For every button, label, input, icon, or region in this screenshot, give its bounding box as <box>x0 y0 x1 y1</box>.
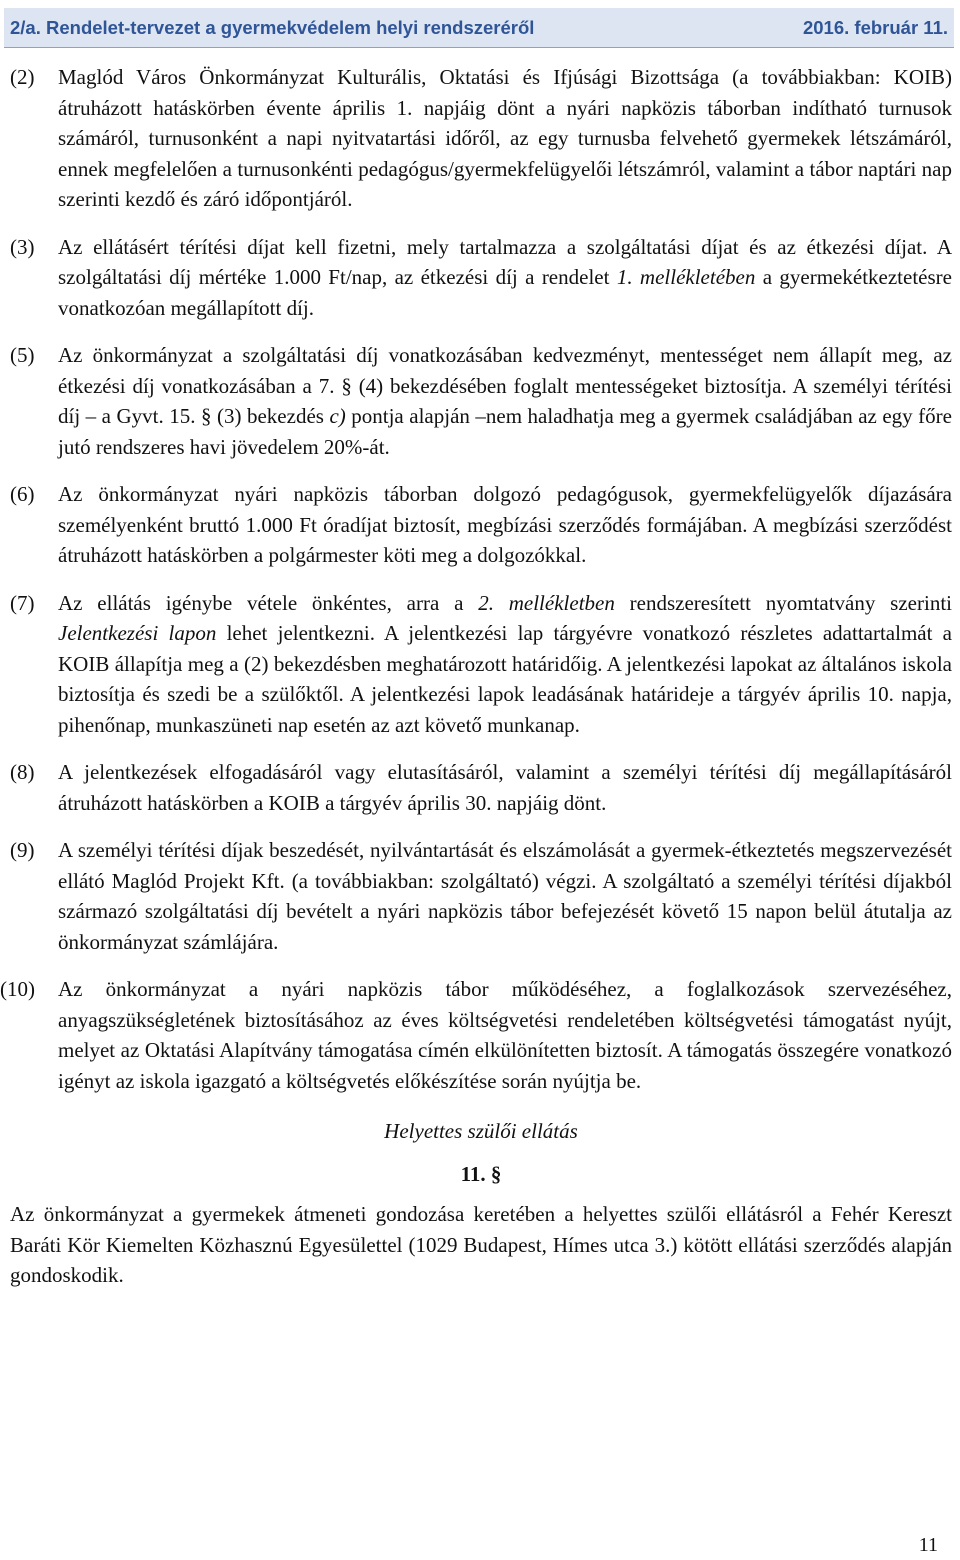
point-reference: c) <box>329 404 346 428</box>
form-reference: Jelentkezési lapon <box>58 621 217 645</box>
header-date: 2016. február 11. <box>802 17 948 38</box>
paragraph-5 <box>10 340 952 462</box>
paragraph-text: Az ellátásért térítési díjat kell fizetni, mely tartalmazza a szolgáltatási díjat és az étkezési díjat. A szolgáltatási díj mértéke 1.000 Ft/nap, az étkezési díj a rendelet 1. mellékletében a gyermekétkeztetésre vonatkozóan megállapított díj. <box>58 234 952 320</box>
paragraph-number: (5) <box>10 343 35 367</box>
paragraph-number: (9) <box>10 838 35 862</box>
paragraph-8 <box>10 757 952 818</box>
paragraph-number: (2) <box>10 65 35 89</box>
paragraph-text: Az ellátás igénybe vétele önkéntes, arra a 2. mellékletben rendszeresített nyomtatvány szerinti Jelentkezési lapon lehet jelentkezni. A jelentkezési lap tárgyévre vonatkozó részletes adattartalmát a KOIB állapítja meg a (2) bekezdésben meghatározott határidőig. A jelentkezési lapokat az általános iskola biztosítja és szedi be a szülőktől. A jelentkezési lapok leadásának határideje a tárgyév április 10. napja, pihenőnap, munkaszüneti nap esetén az azt követő munkanap. <box>58 590 952 737</box>
paragraph-7 <box>10 588 952 741</box>
annex-reference: 2. mellékletben <box>478 590 615 615</box>
annex-reference: 1. mellékletében <box>616 265 756 289</box>
paragraph-6 <box>10 479 952 571</box>
paragraph-number: (3) <box>10 234 35 259</box>
paragraph-text: Maglód Város Önkormányzat Kulturális, Oktatási és Ifjúsági Bizottsága (a továbbiakban: KOIB) átruházott hatáskörben évente április 1. napjáig dönt a nyári napközis táborban indítható turnusok számáról, turnusonként a napi nyitvatartási időről, az egy turnusba felvehető gyermekek létszámáról, ennek megfelelően a turnusonkénti pedagógus/gyermekfelügyelői létszámról, valamint a tábor naptári nap szerinti kezdő és záró időpontjáról. <box>58 65 952 211</box>
paragraph-3 <box>10 232 952 324</box>
paragraph-2 <box>10 62 952 215</box>
paragraph-text: Az önkormányzat a nyári napközis tábor működéséhez, a foglalkozások szervezéséhez, anyagszükségletének biztosításához az éves költségvetési rendeletében költségvetési támogatást nyújt, melyet az Oktatási Alapítvány támogatása címén elkülönítetten biztosít. A támogatás összegére vonatkozó igényt az iskola igazgató a költségvetés előkészítése során nyújtja be. <box>58 977 952 1093</box>
paragraph-10 <box>0 974 952 1096</box>
header-title: 2/a. Rendelet-tervezet a gyermekvédelem helyi rendszeréről <box>10 17 535 38</box>
section-text: Az önkormányzat a gyermekek átmeneti gondozása keretében a helyettes szülői ellátásról a Fehér Kereszt Baráti Kör Kiemelten Közhasznú Egyesülettel (1029 Budapest, Hímes utca 3.) kötött ellátási szerződés alapján gondoskodik. <box>10 1202 952 1287</box>
paragraph-9 <box>10 835 952 957</box>
paragraph-text: A jelentkezések elfogadásáról vagy elutasításáról, valamint a személyi térítési díj megállapításáról átruházott hatáskörben a KOIB a tárgyév április 30. napjáig dönt. <box>58 760 952 815</box>
paragraph-text: A személyi térítési díjak beszedését, nyilvántartását és elszámolását a gyermek-étkeztetés megszervezését ellátó Maglód Projekt Kft. (a továbbiakban: szolgáltató) végzi. A szolgáltató a személyi térítési díjakból származó szolgáltatási díj bevételt a nyári napközis tábor befejezését követő 15 napon belül átutalja az önkormányzat számlájára. <box>58 838 952 954</box>
paragraph-number: (8) <box>10 760 35 784</box>
paragraph-text: Az önkormányzat nyári napközis táborban dolgozó pedagógusok, gyermekfelügyelők díjazására személyenként bruttó 1.000 Ft óradíjat biztosít, megbízási szerződés formájában. A megbízási szerződést átruházott hatáskörben a polgármester köti meg a dolgozókkal. <box>58 482 952 567</box>
section-title: Helyettes szülői ellátás <box>384 1119 578 1143</box>
paragraph-number: (10) <box>0 977 35 1001</box>
section-number: 11. § <box>460 1161 502 1186</box>
paragraph-number: (7) <box>10 590 35 615</box>
paragraph-number: (6) <box>10 482 35 506</box>
document-body <box>0 62 952 1291</box>
page-number: 11 <box>918 1534 938 1556</box>
document-header <box>4 8 954 48</box>
paragraph-text: Az önkormányzat a szolgáltatási díj vonatkozásában kedvezményt, mentességet nem állapít meg, az étkezési díj vonatkozásában a 7. § (4) bekezdésében foglalt mentességeket biztosítja. A személyi térítési díj – a Gyvt. 15. § (3) bekezdés c) pontja alapján –nem haladhatja meg a gyermek családjában az egy főre jutó rendszeres havi jövedelem 20%-át. <box>58 343 952 459</box>
